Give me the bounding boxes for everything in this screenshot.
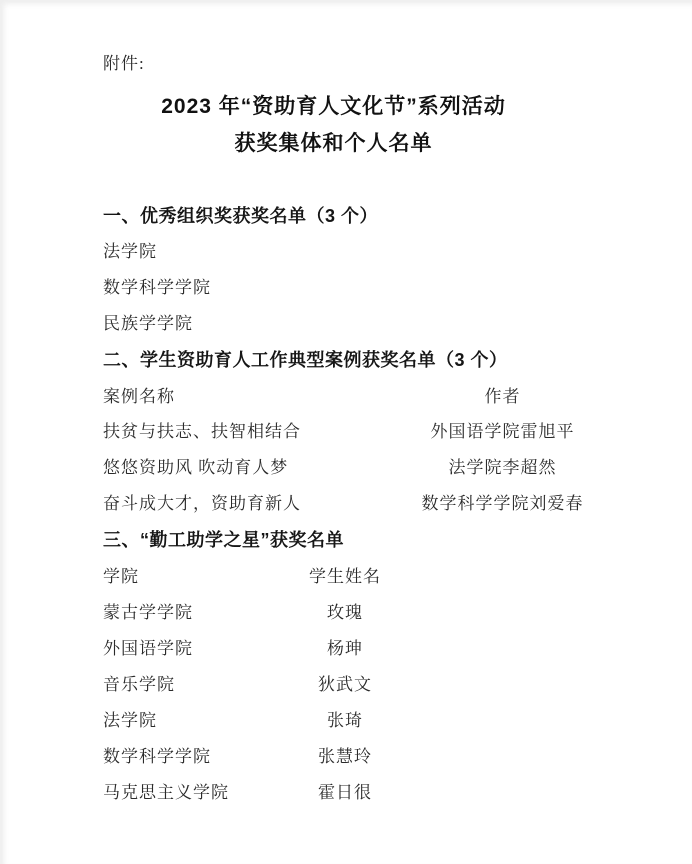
section1-heading: 一、优秀组织奖获奖名单（3 个）	[103, 206, 379, 226]
section3-college: 马克思主义学院	[103, 783, 229, 802]
section2-author: 数学科学学院刘爱春	[421, 494, 584, 513]
section3-college: 外国语学院	[103, 639, 193, 658]
section3-student: 张慧玲	[318, 747, 372, 766]
section3-college: 蒙古学学院	[103, 603, 193, 622]
section3-col-header-college: 学院	[103, 567, 139, 586]
section2-author: 外国语学院雷旭平	[430, 422, 575, 441]
section3-college: 音乐学院	[103, 675, 175, 694]
section3-student: 张琦	[327, 711, 363, 730]
document-title-line2: 获奖集体和个人名单	[234, 132, 433, 155]
section2-col-header-case: 案例名称	[103, 387, 175, 406]
section3-student: 玫瑰	[327, 603, 363, 622]
section3-col-header-student: 学生姓名	[309, 567, 381, 586]
section1-item: 民族学学院	[103, 314, 193, 333]
section3-heading: 三、“勤工助学之星”获奖名单	[103, 530, 344, 550]
section1-item: 法学院	[103, 242, 157, 261]
attachment-label: 附件:	[103, 54, 145, 73]
section3-college: 法学院	[103, 711, 157, 730]
section2-case-name: 扶贫与扶志、扶智相结合	[103, 422, 301, 441]
section1-item: 数学科学学院	[103, 278, 211, 297]
section2-heading: 二、学生资助育人工作典型案例获奖名单（3 个）	[103, 350, 508, 370]
section2-case-name: 悠悠资助风 吹动育人梦	[103, 458, 289, 477]
section2-col-header-author: 作者	[484, 387, 521, 406]
section2-author: 法学院李超然	[448, 458, 557, 477]
section3-student: 狄武文	[318, 675, 372, 694]
section2-case-name: 奋斗成大才，资助育新人	[103, 494, 301, 513]
section3-student: 霍日很	[318, 783, 372, 802]
document-title-line1: 2023 年“资助育人文化节”系列活动	[161, 95, 506, 118]
section3-student: 杨珅	[327, 639, 363, 658]
section3-college: 数学科学学院	[103, 747, 211, 766]
